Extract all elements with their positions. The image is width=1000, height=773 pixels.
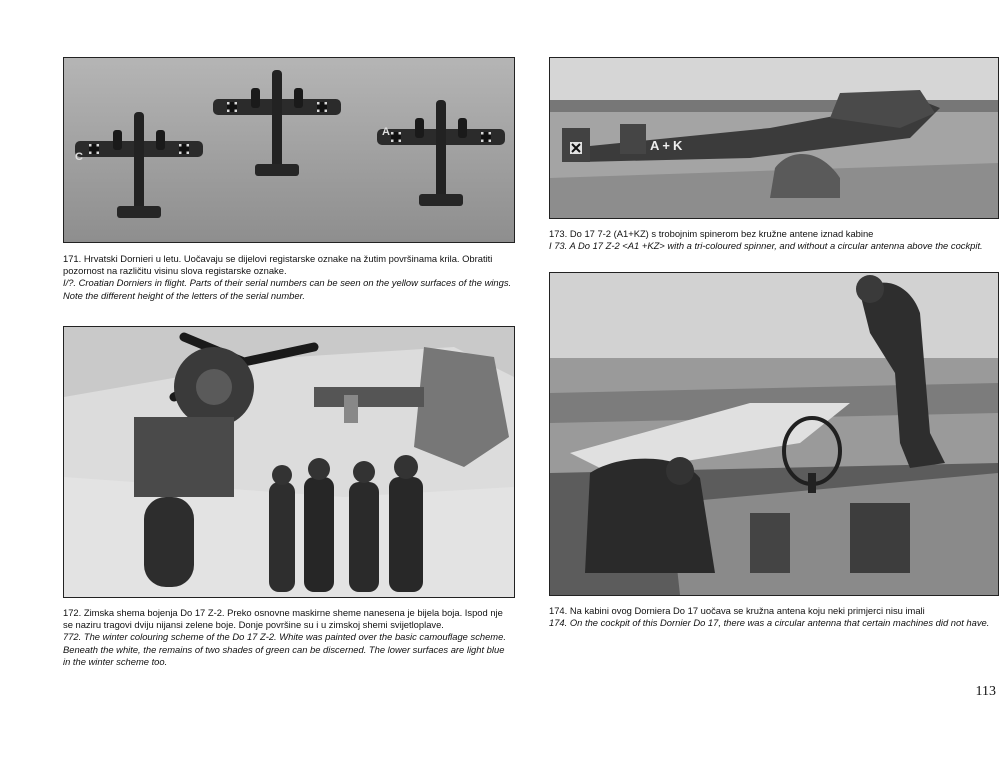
wing-letter-right: A: [382, 126, 390, 138]
caption-174-en: 174. On the cockpit of this Dornier Do 17, there was a circular antenna that certain machines did not have.: [549, 617, 990, 629]
fuselage-code: A+K: [650, 138, 686, 153]
caption-172: [63, 607, 513, 668]
wing-letter-left: C: [75, 151, 83, 163]
page-number: 113: [975, 684, 996, 699]
photo-174-circular-antenna: [549, 272, 999, 596]
caption-174: [549, 605, 997, 629]
caption-173-hr: 173. Do 17 7-2 (A1+KZ) s trobojnim spinerom bez kružne antene iznad kabine: [549, 228, 874, 239]
caption-173-en: I 73. A Do 17 Z-2 <A1 +KZ> with a tri-coloured spinner, and without a circular antenna above the cockpit.: [549, 240, 983, 252]
caption-173: [549, 228, 997, 252]
caption-172-hr: 172. Zimska shema bojenja Do 17 Z-2. Preko osnovne maskirne sheme nanesena je bijela boja. Ispod nje se naziru tragovi dviju nijansi zelene boje. Donje površine su i u zimskoj shemi svijetloplave.: [63, 607, 503, 631]
photo-171-dorniers-in-flight: [63, 57, 515, 243]
caption-174-hr: 174. Na kabini ovog Dorniera Do 17 uočava se kružna antena koju neki primjerci nisu imali: [549, 605, 925, 616]
caption-171-hr: 171. Hrvatski Dornieri u letu. Uočavaju se dijelovi registarske oznake na žutim površinama krila. Obratiti pozornost na različitu visinu slova registarske oznake.: [63, 253, 493, 277]
photo-172-winter-scheme: [63, 326, 515, 598]
photo-173-do17-on-airfield: [549, 57, 999, 219]
caption-171: [63, 253, 513, 302]
caption-171-en: I/?. Croatian Dorniers in flight. Parts of their serial numbers can be seen on the yellow surfaces of the wings. Note the different height of the letters of the serial number.: [63, 277, 512, 301]
caption-172-en: 772. The winter colouring scheme of the Do 17 Z-2. White was painted over the basic camouflage scheme. Beneath the white, the remains of two shades of green can be discerned. The lower surfaces are light blue in the winter scheme too.: [63, 631, 506, 667]
